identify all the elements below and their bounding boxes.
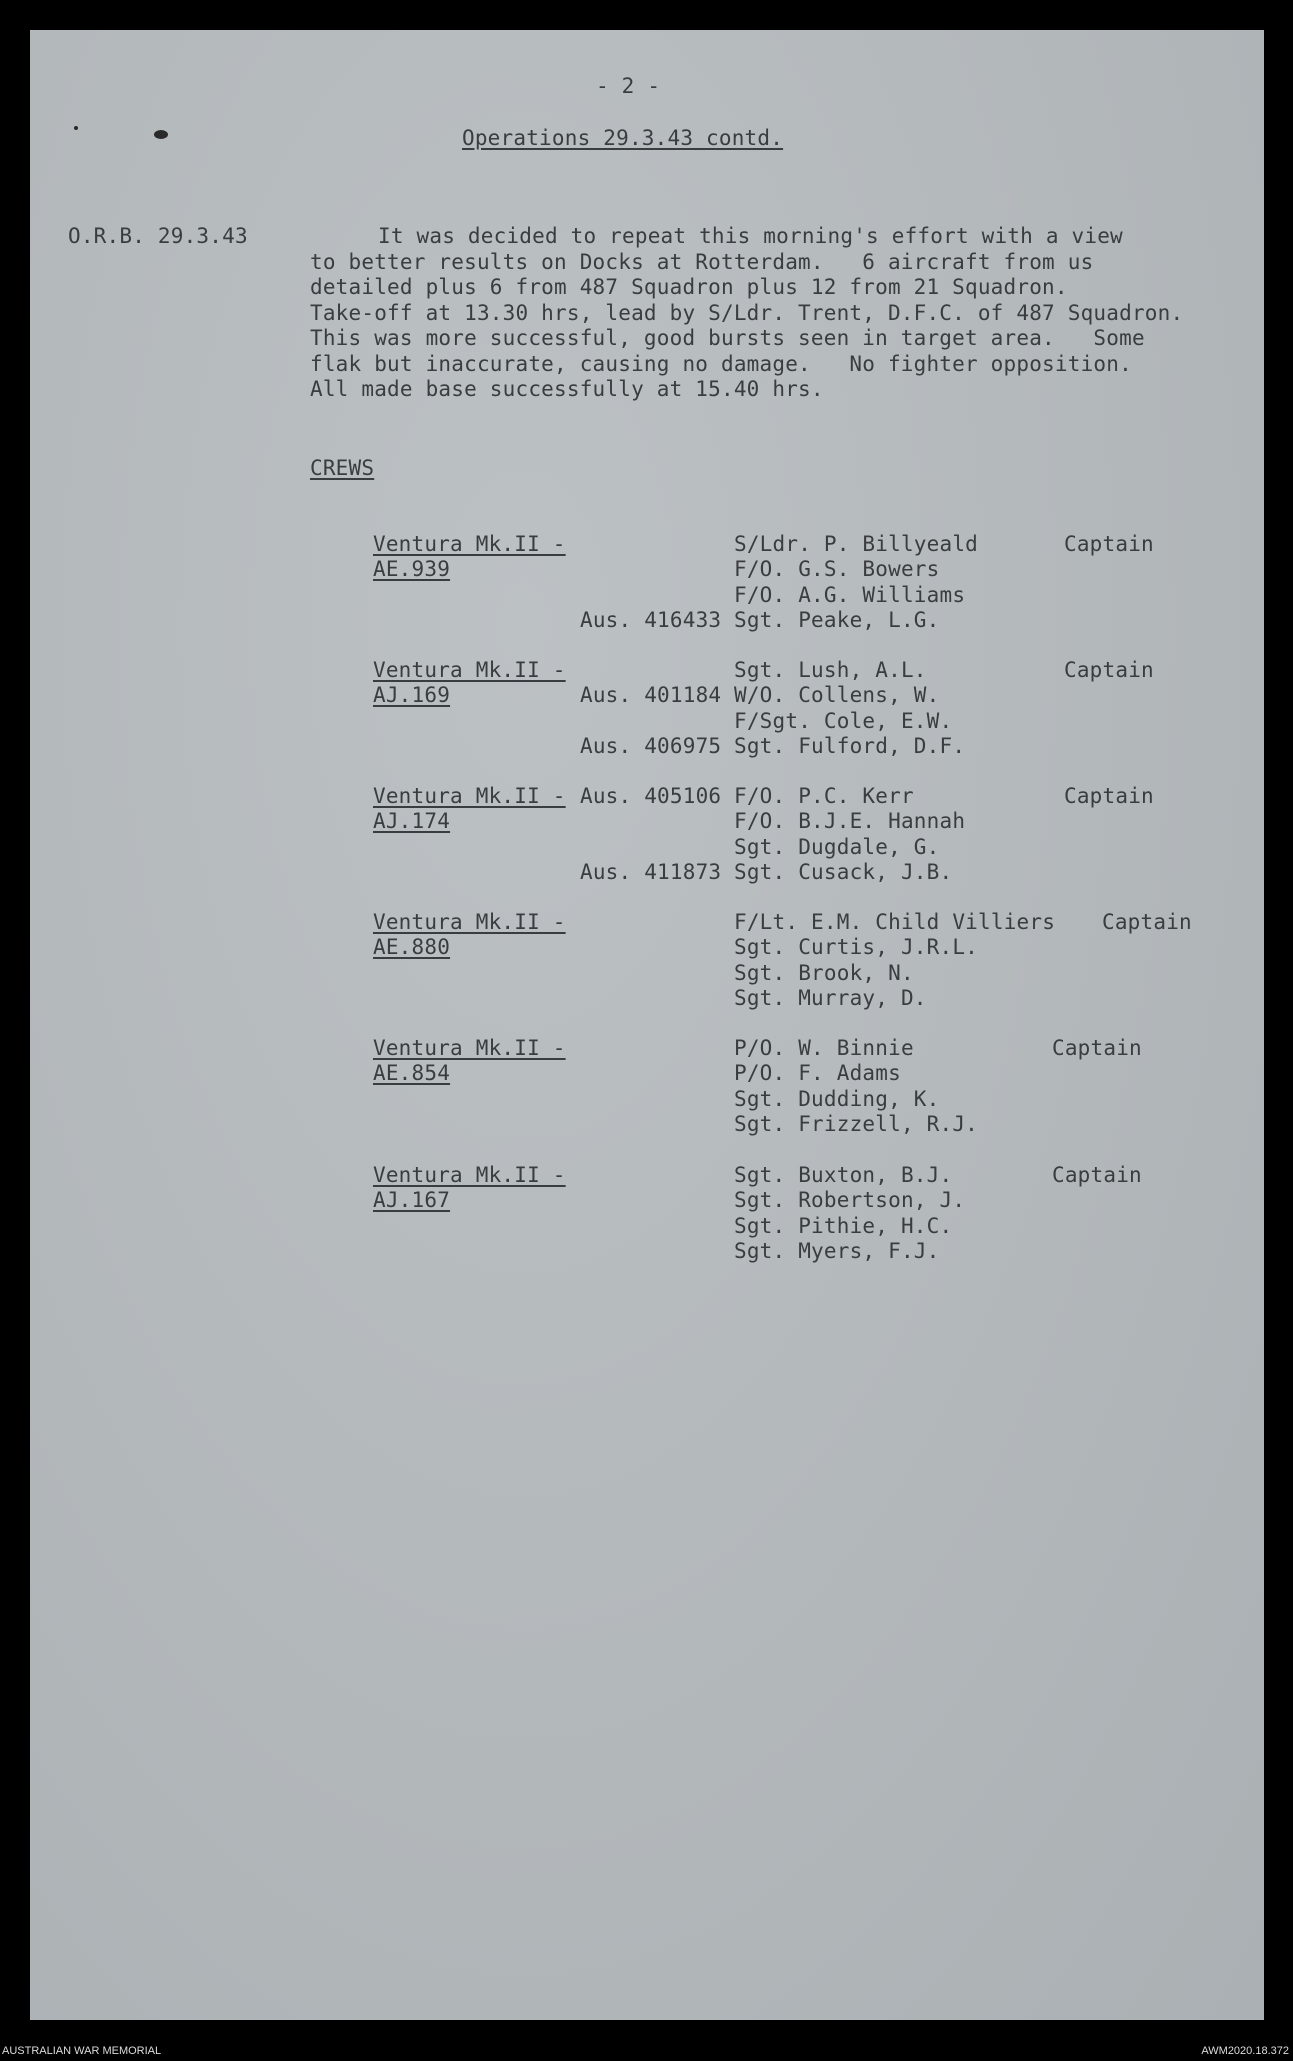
- captain-label: Captain: [1102, 910, 1192, 934]
- crew-member-name: S/Ldr. P. Billyeald: [734, 532, 979, 556]
- captain-label: Captain: [1052, 1036, 1142, 1060]
- service-number: Aus. 406975: [580, 733, 722, 758]
- crew-member-name: F/O. P.C. Kerr: [734, 784, 914, 808]
- aircraft-type: Ventura Mk.II -: [373, 1036, 566, 1060]
- page-heading: Operations 29.3.43 contd.: [462, 126, 784, 150]
- document-page: [30, 30, 1264, 2020]
- crew-member-name: Sgt. Fulford, D.F.: [734, 733, 966, 758]
- summary-line: All made base successfully at 15.40 hrs.: [310, 377, 824, 401]
- aircraft-type: Ventura Mk.II -: [373, 910, 566, 934]
- service-number: Aus. 401184: [580, 683, 722, 708]
- aircraft-serial: AJ.167: [373, 1188, 451, 1213]
- crew-member-name: Sgt. Curtis, J.R.L.: [734, 935, 979, 960]
- crew-member-name: W/O. Collens, W.: [734, 683, 940, 708]
- crew-member-name: Sgt. Pithie, H.C.: [734, 1213, 953, 1238]
- crew-member-name: Sgt. Frizzell, R.J.: [734, 1111, 979, 1136]
- summary-line: This was more successful, good bursts seen in target area. Some: [310, 326, 1145, 350]
- captain-label: Captain: [1064, 658, 1154, 682]
- captain-label: Captain: [1064, 784, 1154, 808]
- service-number: Aus. 411873: [580, 859, 722, 884]
- crew-member-name: Sgt. Dugdale, G.: [734, 834, 940, 859]
- aircraft-type: Ventura Mk.II -: [373, 1163, 566, 1187]
- crew-member-name: Sgt. Dudding, K.: [734, 1086, 940, 1111]
- summary-line: to better results on Docks at Rotterdam. 6 aircraft from us: [310, 249, 1094, 274]
- summary-line: flak but inaccurate, causing no damage. No fighter opposition.: [310, 351, 1132, 376]
- aircraft-serial: AJ.174: [373, 809, 451, 834]
- crew-member-name: F/Lt. E.M. Child Villiers: [734, 910, 1056, 934]
- summary-line: It was decided to repeat this morning's effort with a view: [378, 224, 1123, 248]
- summary-line: Take-off at 13.30 hrs, lead by S/Ldr. Trent, D.F.C. of 487 Squadron.: [310, 300, 1184, 325]
- page-number: - 2 -: [596, 74, 661, 98]
- captain-label: Captain: [1064, 532, 1154, 556]
- footer-credit: AUSTRALIAN WAR MEMORIAL: [2, 2045, 162, 2057]
- footer-accession: AWM2020.18.372: [1201, 2045, 1289, 2057]
- aircraft-type: Ventura Mk.II -: [373, 784, 566, 808]
- aircraft-serial: AE.880: [373, 935, 451, 960]
- crew-member-name: Sgt. Peake, L.G.: [734, 607, 940, 632]
- crew-member-name: F/O. G.S. Bowers: [734, 557, 940, 582]
- aircraft-type: Ventura Mk.II -: [373, 532, 566, 556]
- crew-member-name: Sgt. Lush, A.L.: [734, 658, 927, 682]
- crew-member-name: F/Sgt. Cole, E.W.: [734, 708, 953, 733]
- reference-date: O.R.B. 29.3.43: [68, 224, 248, 248]
- crews-heading: CREWS: [310, 456, 375, 480]
- crew-member-name: Sgt. Robertson, J.: [734, 1188, 966, 1213]
- crew-member-name: Sgt. Cusack, J.B.: [734, 859, 953, 884]
- aircraft-serial: AE.939: [373, 557, 451, 582]
- crew-member-name: P/O. W. Binnie: [734, 1036, 914, 1060]
- crew-member-name: P/O. F. Adams: [734, 1061, 901, 1086]
- ink-blot: [154, 130, 168, 139]
- aircraft-serial: AJ.169: [373, 683, 451, 708]
- aircraft-type: Ventura Mk.II -: [373, 658, 566, 682]
- crew-member-name: Sgt. Myers, F.J.: [734, 1238, 940, 1263]
- crew-member-name: Sgt. Brook, N.: [734, 960, 914, 985]
- summary-line: detailed plus 6 from 487 Squadron plus 12 from 21 Squadron.: [310, 275, 1068, 299]
- ink-dot: [74, 126, 78, 130]
- crew-member-name: F/O. B.J.E. Hannah: [734, 809, 966, 834]
- crew-member-name: Sgt. Murray, D.: [734, 985, 927, 1010]
- aircraft-serial: AE.854: [373, 1061, 451, 1086]
- crew-member-name: F/O. A.G. Williams: [734, 582, 966, 607]
- service-number: Aus. 416433: [580, 607, 722, 632]
- service-number: Aus. 405106: [580, 784, 722, 808]
- captain-label: Captain: [1052, 1163, 1142, 1187]
- crew-member-name: Sgt. Buxton, B.J.: [734, 1163, 953, 1187]
